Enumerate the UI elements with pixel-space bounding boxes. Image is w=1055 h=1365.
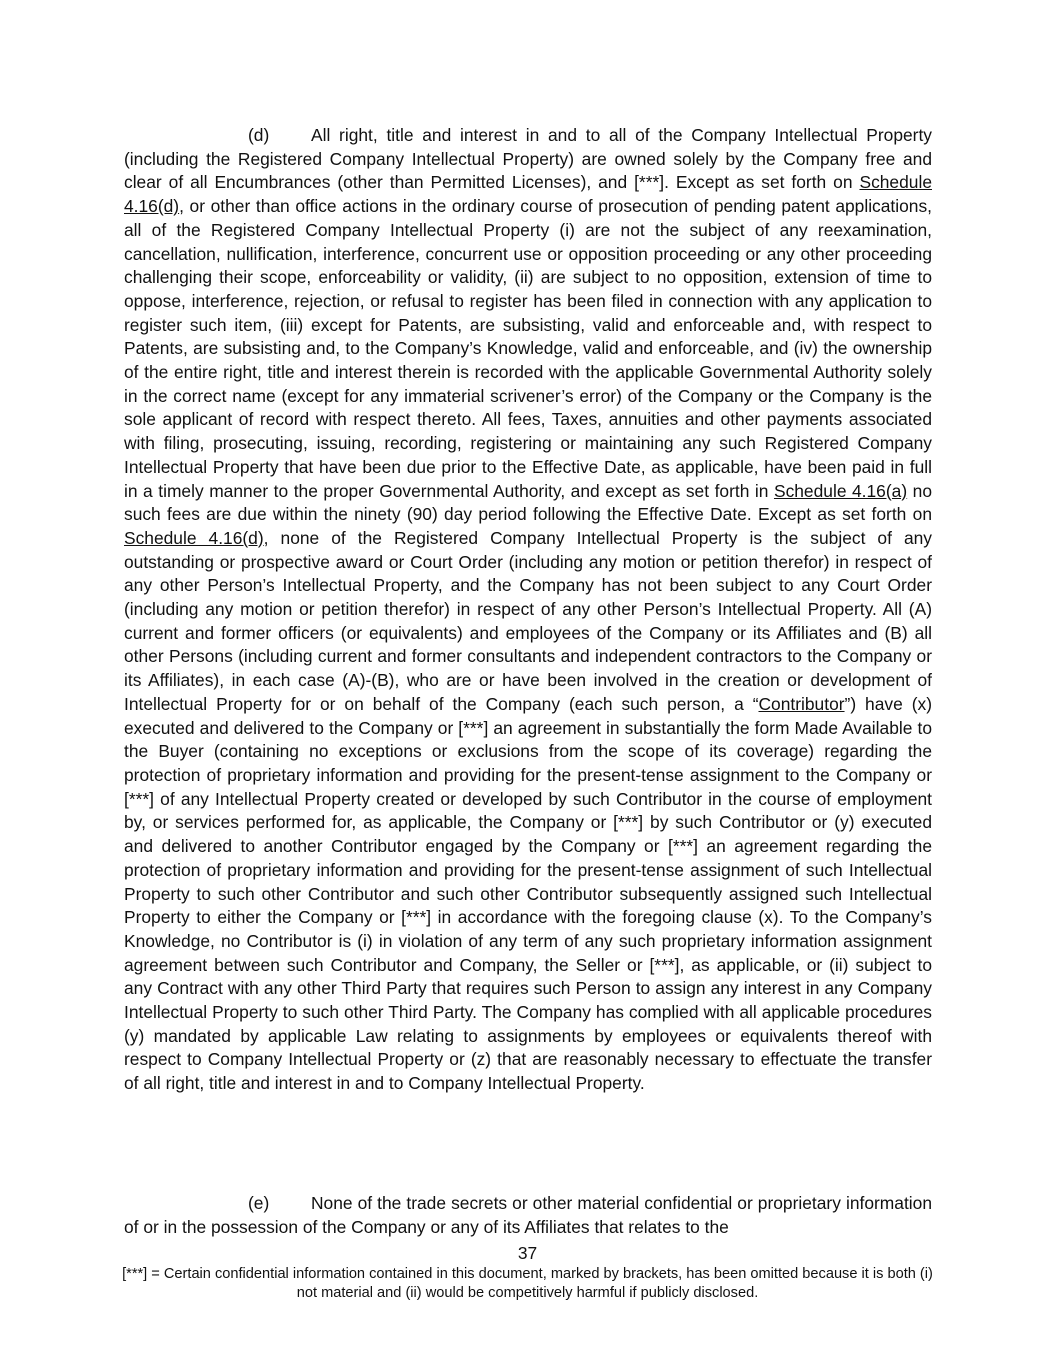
confidentiality-footnote: [***] = Certain confidential information contained in this document, marked by brackets, has been omitted because it is both (i) not material and (ii) would be competitively harmful if publicly disclosed. xyxy=(122,1266,933,1301)
schedule-reference: Schedule 4.16(d) xyxy=(124,172,932,217)
paragraph-text: , or other than office actions in the ordinary course of prosecution of pending patent applications, all of the Registered Company Intellectual Property (i) are not the subject of any reexamination, cancellation, nullification, interference, concurrent use or opposition proceeding or any other proceeding challenging their scope, enforceability or validity, (ii) are subject to no opposition, extension of time to oppose, interference, rejection, or refusal to register has been filed in connection with any application to register such item, (iii) except for Patents, are subsisting, valid and enforceable and, with respect to Patents, are subsisting and, to the Company’s Knowledge, valid and enforceable, and (iv) the ownership of the entire right, title and interest therein is recorded with the applicable Governmental Authority solely in the correct name (except for any immaterial scrivener’s error) of the Company or the Company is the sole applicant of record with respect thereto. All fees, Taxes, annuities and other payments associated with filing, prosecuting, issuing, recording, registering or maintaining any such Registered Company Intellectual Property that have been due prior to the Effective Date, as applicable, have been paid in full in a timely manner to the proper Governmental Authority, and except as set forth in xyxy=(124,196,932,501)
paragraph-number: (d) xyxy=(248,125,270,145)
paragraph-text: , none of the Registered Company Intellectual Property is the subject of any outstanding or prospective award or Court Order (including any motion or petition therefor) in respect of any other Person’s Intellectual Property, and the Company has not been subject to any Court Order (including any motion or petition therefor) in respect of any other Person’s Intellectual Property. All (A) current and former officers (or equivalents) and employees of the Company or its Affiliates and (B) all other Persons (including current and former consultants and independent contractors to the Company or its Affiliates), in each case (A)-(B), who are or have been involved in the creation or development of Intellectual Property for or on behalf of the Company (each such person, a “ xyxy=(124,527,933,714)
schedule-reference: Schedule 4.16(a) xyxy=(773,480,908,501)
paragraph-text: None of the trade secrets or other material confidential or proprietary information of or in the possession of the Company or any of its Affiliates that relates to the xyxy=(124,1193,932,1237)
page-number: 37 xyxy=(517,1243,538,1263)
paragraph-number: (e) xyxy=(248,1193,270,1213)
paragraph-text: ”) have (x) executed and delivered to the Company or [***] an agreement in substantially the form Made Available to the Buyer (containing no exceptions or exclusions from the scope of its coverage) regarding the protection of proprietary information and providing for the present-tense assignment to the Company or [***] of any Intellectual Property created or developed by such Contributor in the course of employment by, or services performed for, as applicable, the Company or [***] by such Contributor or (y) executed and delivered to another Contributor engaged by the Company or [***] an agreement regarding the protection of proprietary information and providing for the present-tense assignment of such Intellectual Property to such other Contributor and such other Contributor subsequently assigned such Intellectual Property to either the Company or [***] in accordance with the foregoing clause (x). To the Company’s Knowledge, no Contributor is (i) in violation of any term of any such proprietary information assignment agreement between such Contributor and Company, the Seller or [***], as applicable, or (ii) subject to any Contract with any other Third Party that requires such Person to assign any interest in any Company Intellectual Property to such other Third Party. The Company has complied with all applicable procedures (y) mandated by applicable Law relating to assignments by employees or equivalents thereof with respect to Company Intellectual Property or (z) that are reasonably necessary to effectuate the transfer of all right, title and interest in and to Company Intellectual Property. xyxy=(124,693,932,1094)
schedule-reference: Schedule 4.16(d) xyxy=(124,527,264,548)
paragraph-text: All right, title and interest in and to all of the Company Intellectual Property (including the Registered Company Intellectual Property) are owned solely by the Company free and clear of all Encumbrances (other than Permitted Licenses), and [***]. Except as set forth on xyxy=(124,125,932,193)
paragraph-d xyxy=(124,124,932,1096)
paragraph-e xyxy=(124,1192,932,1239)
defined-term: Contributor xyxy=(758,693,845,714)
paragraph-text: no such fees are due within the ninety (90) day period following the Effective Date. Except as set forth on xyxy=(124,480,932,525)
